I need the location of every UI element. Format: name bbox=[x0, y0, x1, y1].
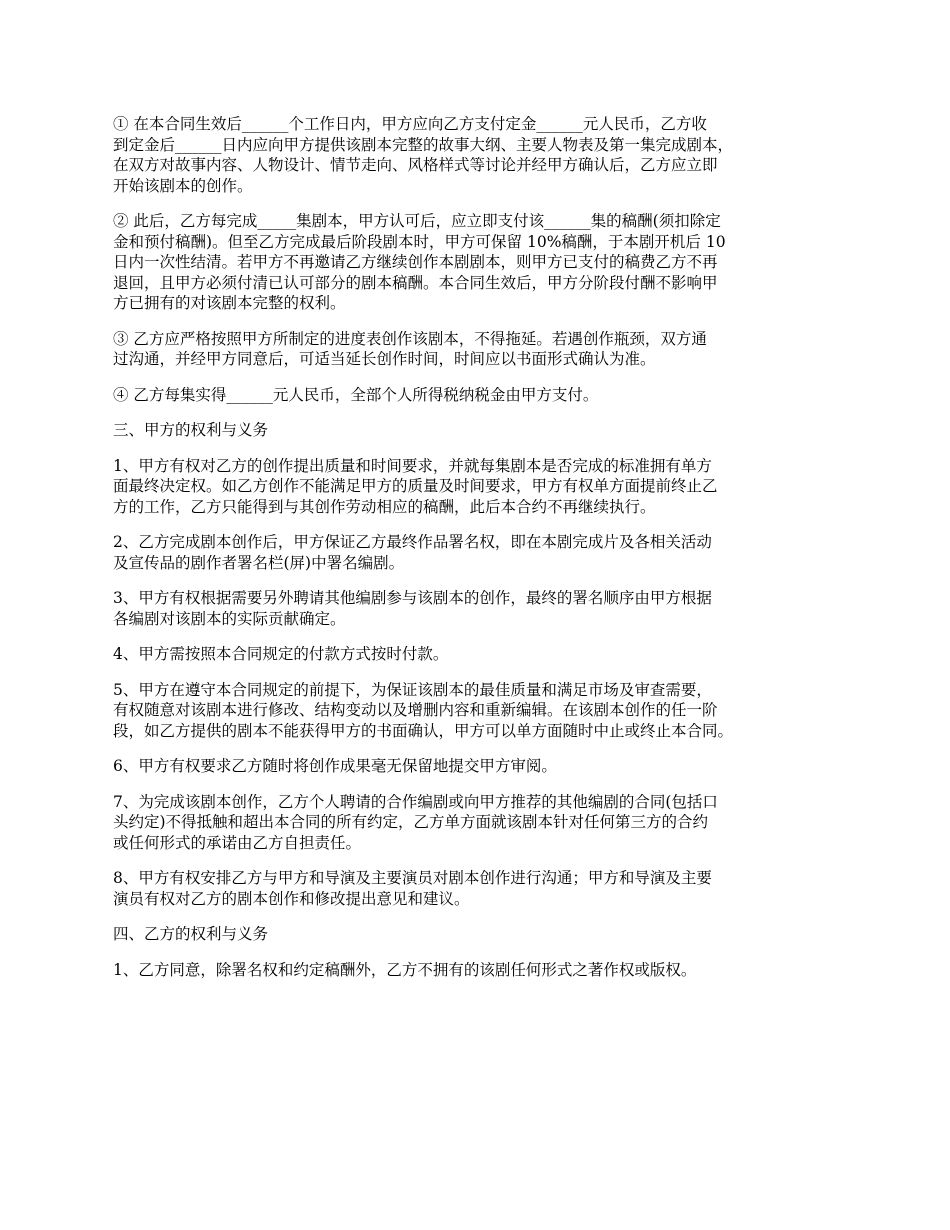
party-a-clause-5: 5、甲方在遵守本合同规定的前提下，为保证该剧本的最佳质量和满足市场及审查需要， 有权随意对该剧本进行修改、结构变动以及增删内容和重新编辑。在该剧本创作的任一阶 段，如乙方提供的剧本不能获得甲方的书面确认，甲方可以单方面随时中止或终止本合同。 bbox=[113, 680, 734, 740]
payment-clause-4: ④ 乙方每集实得______元人民币，全部个人所得税纳税金由甲方支付。 bbox=[113, 385, 599, 404]
section-heading-party-b: 四、乙方的权利与义务 bbox=[113, 925, 269, 943]
party-a-clause-6: 6、甲方有权要求乙方随时将创作成果毫无保留地提交甲方审阅。 bbox=[113, 757, 557, 775]
party-a-clause-3: 3、甲方有权根据需要另外聘请其他编剧参与该剧本的创作，最终的署名顺序由甲方根据 各编剧对该剧本的实际贡献确定。 bbox=[113, 589, 712, 628]
party-b-clause-1: 1、乙方同意，除署名权和约定稿酬外，乙方不拥有的该剧任何形式之著作权或版权。 bbox=[113, 960, 697, 979]
party-a-clause-4: 4、甲方需按照本合同规定的付款方式按时付款。 bbox=[113, 645, 449, 663]
payment-clause-1: ① 在本合同生效后______个工作日内，甲方应向乙方支付定金______元人民币，乙方收 到定金后______日内应向甲方提供该剧本完整的故事大纲、主要人物表及第一集完成剧本， 在双方对故事内容、人物设计、情节走向、风格样式等讨论并经甲方确认后，乙方应立即 开始该剧本的创作。 bbox=[113, 115, 734, 195]
party-a-clause-8: 8、甲方有权安排乙方与甲方和导演及主要演员对剧本创作进行沟通；甲方和导演及主要 演员有权对乙方的剧本创作和修改提出意见和建议。 bbox=[113, 869, 712, 908]
party-a-clause-7: 7、为完成该剧本创作，乙方个人聘请的合作编剧或向甲方推荐的其他编剧的合同(包括口 头约定)不得抵触和超出本合同的所有约定，乙方单方面就该剧本针对任何第三方的合约 或任何形式的承诺由乙方自担责任。 bbox=[113, 792, 718, 852]
party-a-clause-2: 2、乙方完成剧本创作后，甲方保证乙方最终作品署名权，即在本剧完成片及各相关活动 及宣传品的剧作者署名栏(屏)中署名编剧。 bbox=[113, 533, 712, 572]
payment-clause-3: ③ 乙方应严格按照甲方所制定的进度表创作该剧本，不得拖延。若遇创作瓶颈，双方通 过沟通，并经甲方同意后，可适当延长创作时间，时间应以书面形式确认为准。 bbox=[113, 329, 707, 368]
payment-clause-2: ② 此后，乙方每完成_____集剧本，甲方认可后，应立即支付该______集的稿酬(须扣除定 金和预付稿酬)。但至乙方完成最后阶段剧本时，甲方可保留 10%稿酬，于本剧开机后 10 日内一次性结清。若甲方不再邀请乙方继续创作本剧剧本，则甲方已支付的稿费乙方不再 退回，且甲方必须付清已认可部分的剧本稿酬。本合同生效后，甲方分阶段付酬不影响甲 方已拥有的对该剧本完整的权利。 bbox=[113, 212, 726, 312]
document-page bbox=[113, 114, 858, 995]
section-heading-party-a: 三、甲方的权利与义务 bbox=[113, 421, 269, 439]
party-a-clause-1: 1、甲方有权对乙方的创作提出质量和时间要求，并就每集剧本是否完成的标准拥有单方 面最终决定权。如乙方创作不能满足甲方的质量及时间要求，甲方有权单方面提前终止乙 方的工作，乙方只能得到与其创作劳动相应的稿酬，此后本合约不再继续执行。 bbox=[113, 456, 718, 516]
